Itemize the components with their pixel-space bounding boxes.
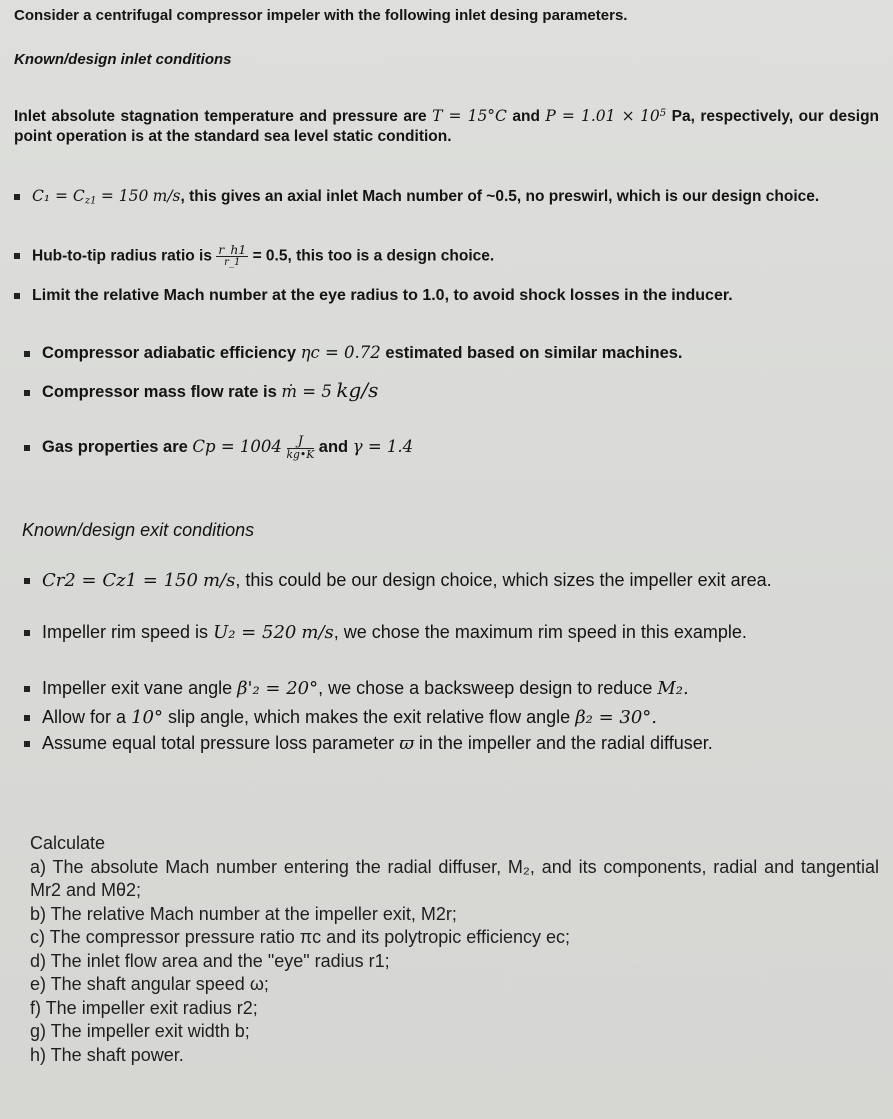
bullet-exit-radial-velocity (24, 568, 879, 593)
inlet-paragraph (14, 104, 879, 147)
and-word: and (318, 438, 349, 456)
standard-condition-text: Pa, respectively, our design point operation is at the standard sea level static condition. (14, 108, 880, 146)
rim-speed-value: U₂ = 520 (213, 622, 297, 643)
vane-angle-text: Impeller exit vane angle (42, 678, 233, 698)
mass-flow-value: ṁ = 5 (281, 382, 332, 401)
bullet-efficiency (24, 342, 879, 364)
bullet-icon (24, 630, 30, 636)
calculate-item-b: b) The relative Mach number at the impeller exit, M2r; (30, 903, 457, 924)
exit-radial-velocity-text: , this could be our design choice, which sizes the impeller exit area. (235, 570, 772, 590)
bullet-icon (14, 253, 20, 259)
bullet-rim-speed (24, 620, 879, 645)
relative-mach-text: Limit the relative Mach number at the eye radius to 1.0, to avoid shock losses in the inducer. (32, 287, 733, 304)
slip-angle-rest: slip angle, which makes the exit relative flow angle (167, 707, 571, 727)
calculate-section (30, 832, 879, 1067)
bullet-vane-angle (24, 676, 879, 701)
bullet-gas-properties (24, 434, 879, 461)
calculate-item-f: f) The impeller exit radius r2; (30, 997, 258, 1018)
inlet-velocity-math: C₁ = C (32, 187, 85, 205)
inlet-velocity-unit: m/s (152, 187, 181, 205)
bullet-mass-flow (24, 378, 879, 404)
bullet-inlet-velocity (14, 186, 879, 212)
calculate-item-c: c) The compressor pressure ratio πc and its polytropic efficiency ec; (30, 927, 570, 947)
exit-heading (22, 518, 879, 542)
inlet-heading-text: Known/design inlet conditions (14, 51, 232, 68)
pressure-loss-text: Assume equal total pressure loss parameter (42, 733, 395, 753)
specific-heat-numerator: J (287, 435, 315, 449)
mass-flow-text: Compressor mass flow rate is (42, 383, 277, 401)
bullet-icon (24, 390, 30, 396)
specific-heat-denominator: kg•K (286, 447, 315, 461)
calculate-item-e: e) The shaft angular speed ω; (30, 974, 269, 994)
vane-angle-value: β'₂ = 20° (237, 678, 319, 699)
inlet-velocity-value: = 150 (100, 187, 149, 205)
hub-tip-text: Hub-to-tip radius ratio is (32, 247, 212, 265)
bullet-relative-mach (14, 285, 879, 306)
bullet-pressure-loss (24, 731, 879, 756)
bullet-icon (24, 578, 30, 584)
and-word: and (512, 108, 540, 126)
exit-flow-angle-value: β₂ = 30°. (575, 707, 657, 728)
bullet-icon (24, 715, 30, 721)
exit-heading-text: Known/design exit conditions (22, 520, 255, 540)
mass-flow-unit: kg/s (336, 378, 379, 402)
vane-angle-rest: , we chose a backsweep design to reduce (318, 678, 653, 698)
rim-speed-unit: m/s (301, 622, 334, 643)
inlet-heading (14, 50, 879, 70)
pressure-loss-symbol: ϖ (399, 733, 414, 754)
bullet-icon (24, 351, 30, 357)
slip-angle-text: Allow for a (42, 707, 127, 727)
bullet-icon (24, 686, 30, 692)
gamma-value: γ = 1.4 (352, 437, 414, 456)
calculate-item-g: g) The impeller exit width b; (30, 1021, 250, 1041)
slip-angle-value: 10° (131, 707, 163, 728)
inlet-velocity-text: , this gives an axial inlet Mach number of ~0.5, no preswirl, which is our design choice. (180, 188, 820, 205)
calculate-item-h: h) The shaft power. (30, 1044, 184, 1065)
temperature-value: T = 15°C (432, 107, 507, 126)
hub-tip-denominator: r_1 (224, 257, 241, 269)
hub-tip-fraction (216, 244, 248, 268)
vane-angle-mach: M₂. (657, 678, 689, 699)
specific-heat-unit (287, 435, 315, 461)
inlet-conditions-text: Inlet absolute stagnation temperature and pressure are (14, 108, 427, 126)
bullet-icon (14, 194, 20, 200)
calculate-title: Calculate (30, 833, 106, 853)
gas-properties-text: Gas properties are (42, 438, 188, 456)
rim-speed-rest: , we chose the maximum rim speed in this example. (333, 622, 747, 642)
hub-tip-numerator: r_h1 (218, 242, 247, 257)
pressure-value: P = 1.01 × (545, 107, 635, 126)
hub-tip-rest: = 0.5, this too is a design choice. (252, 247, 495, 265)
bullet-icon (24, 741, 30, 747)
pressure-exponent-base: 10 (640, 107, 660, 126)
exit-radial-velocity-unit: m/s (202, 570, 236, 591)
pressure-exponent: 5 (659, 108, 667, 119)
intro-line (14, 6, 879, 26)
rim-speed-text: Impeller rim speed is (42, 622, 209, 642)
bullet-hub-tip (14, 244, 879, 268)
calculate-item-d: d) The inlet flow area and the "eye" radius r1; (30, 950, 390, 971)
intro-text: Consider a centrifugal compressor impeler with the following inlet desing parameters. (14, 7, 628, 24)
pressure-loss-rest: in the impeller and the radial diffuser. (418, 733, 713, 753)
bullet-slip-angle (24, 705, 879, 730)
bullet-icon (14, 293, 20, 299)
specific-heat-value: Cp = 1004 (192, 437, 282, 456)
bullet-icon (24, 445, 30, 451)
inlet-velocity-subscript: z1 (84, 195, 97, 207)
efficiency-text: Compressor adiabatic efficiency (42, 344, 297, 362)
exit-radial-velocity-math: Cr2 = Cz1 = 150 (42, 570, 198, 591)
efficiency-value: ηc = 0.72 (300, 343, 381, 362)
efficiency-rest: estimated based on similar machines. (385, 344, 683, 362)
calculate-item-a: a) The absolute Mach number entering the radial diffuser, M₂, and its components, radial and tangential Mr2 and Mθ2; (30, 856, 879, 900)
